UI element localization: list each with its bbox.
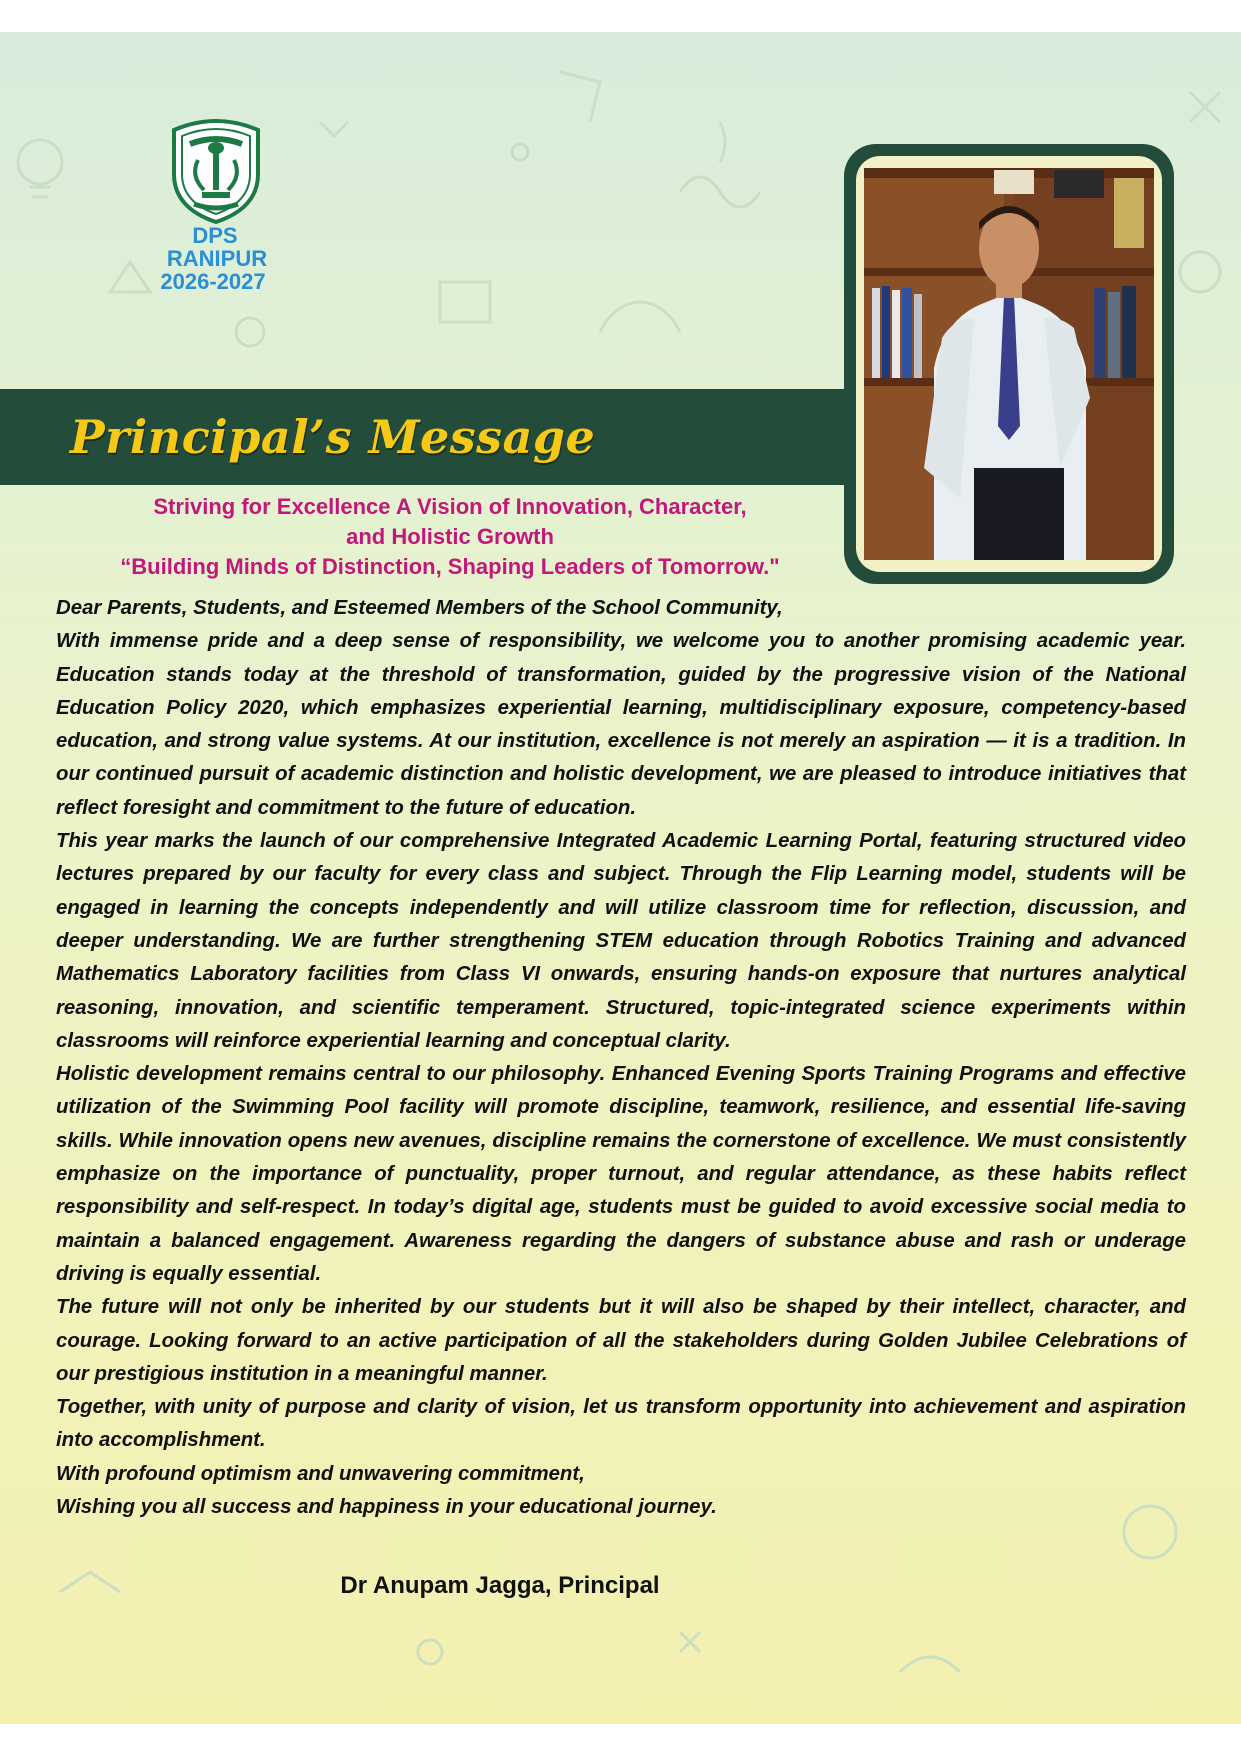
subtitle-tagline: “Building Minds of Distinction, Shaping Leaders of Tomorrow." bbox=[120, 554, 780, 579]
school-crest-logo bbox=[168, 116, 264, 224]
message-page bbox=[0, 32, 1241, 1724]
principal-photo bbox=[864, 168, 1154, 560]
school-name-block bbox=[140, 224, 290, 293]
closing-line-1: With profound optimism and unwavering commitment, bbox=[56, 1462, 585, 1485]
message-subtitle bbox=[60, 492, 840, 582]
school-session: 2026-2027 bbox=[160, 269, 266, 294]
paragraph-5: Together, with unity of purpose and clarity of vision, let us transform opportunity into achievement and aspiration into accomplishment. bbox=[56, 1396, 1186, 1452]
subtitle-line-2: and Holistic Growth bbox=[346, 524, 554, 549]
paragraph-1: With immense pride and a deep sense of responsibility, we welcome you to another promising academic year. Education stands today at the threshold of transformation, guided by the progressive vision of the National Education Policy 2020, which emphasizes experiential learning, multidisciplinary exposure, competency-based education, and strong value systems. At our institution, excellence is not merely an aspiration — it is a tradition. In our continued pursuit of academic distinction and holistic development, we are pleased to introduce initiatives that reflect foresight and commitment to the future of education. bbox=[56, 630, 1186, 819]
school-branch: RANIPUR bbox=[166, 246, 268, 271]
signature: Dr Anupam Jagga, Principal bbox=[340, 1572, 660, 1599]
principal-photo-frame bbox=[844, 144, 1174, 584]
school-name: DPS bbox=[192, 223, 238, 248]
paragraph-4: The future will not only be inherited by our students but it will also be shaped by their intellect, character, and courage. Looking forward to an active participation of all the stakeholders during Golden Jubilee Celebrations of our prestigious institution in a meaningful manner. bbox=[56, 1296, 1186, 1385]
closing-line-2: Wishing you all success and happiness in your educational journey. bbox=[56, 1496, 717, 1519]
paragraph-3: Holistic development remains central to our philosophy. Enhanced Evening Sports Training Programs and effective utilization of the Swimming Pool facility will promote discipline, teamwork, resilience, and essential life-saving skills. While innovation opens new avenues, discipline remains the cornerstone of excellence. We must consistently emphasize on the importance of punctuality, proper turnout, and regular attendance, as these habits reflect responsibility and self-respect. In today’s digital age, students must be guided to avoid excessive social media to maintain a balanced engagement. Awareness regarding the dangers of substance abuse and rash or underage driving is equally essential. bbox=[56, 1063, 1186, 1285]
message-body bbox=[56, 592, 1186, 1524]
subtitle-line-1: Striving for Excellence A Vision of Innovation, Character, bbox=[153, 494, 747, 519]
paragraph-2: This year marks the launch of our comprehensive Integrated Academic Learning Portal, featuring structured video lectures prepared by our faculty for every class and subject. Through the Flip Learning model, students will be engaged in learning the concepts independently and will utilize classroom time for reflection, discussion, and deeper understanding. We are further strengthening STEM education through Robotics Training and advanced Mathematics Laboratory facilities from Class VI onwards, ensuring hands-on exposure that nurtures analytical reasoning, innovation, and scientific temperament. Structured, topic-integrated science experiments within classrooms will reinforce experiential learning and conceptual clarity. bbox=[56, 830, 1186, 1052]
salutation: Dear Parents, Students, and Esteemed Members of the School Community, bbox=[56, 597, 783, 619]
page-title: Principal’s Message bbox=[70, 410, 596, 464]
